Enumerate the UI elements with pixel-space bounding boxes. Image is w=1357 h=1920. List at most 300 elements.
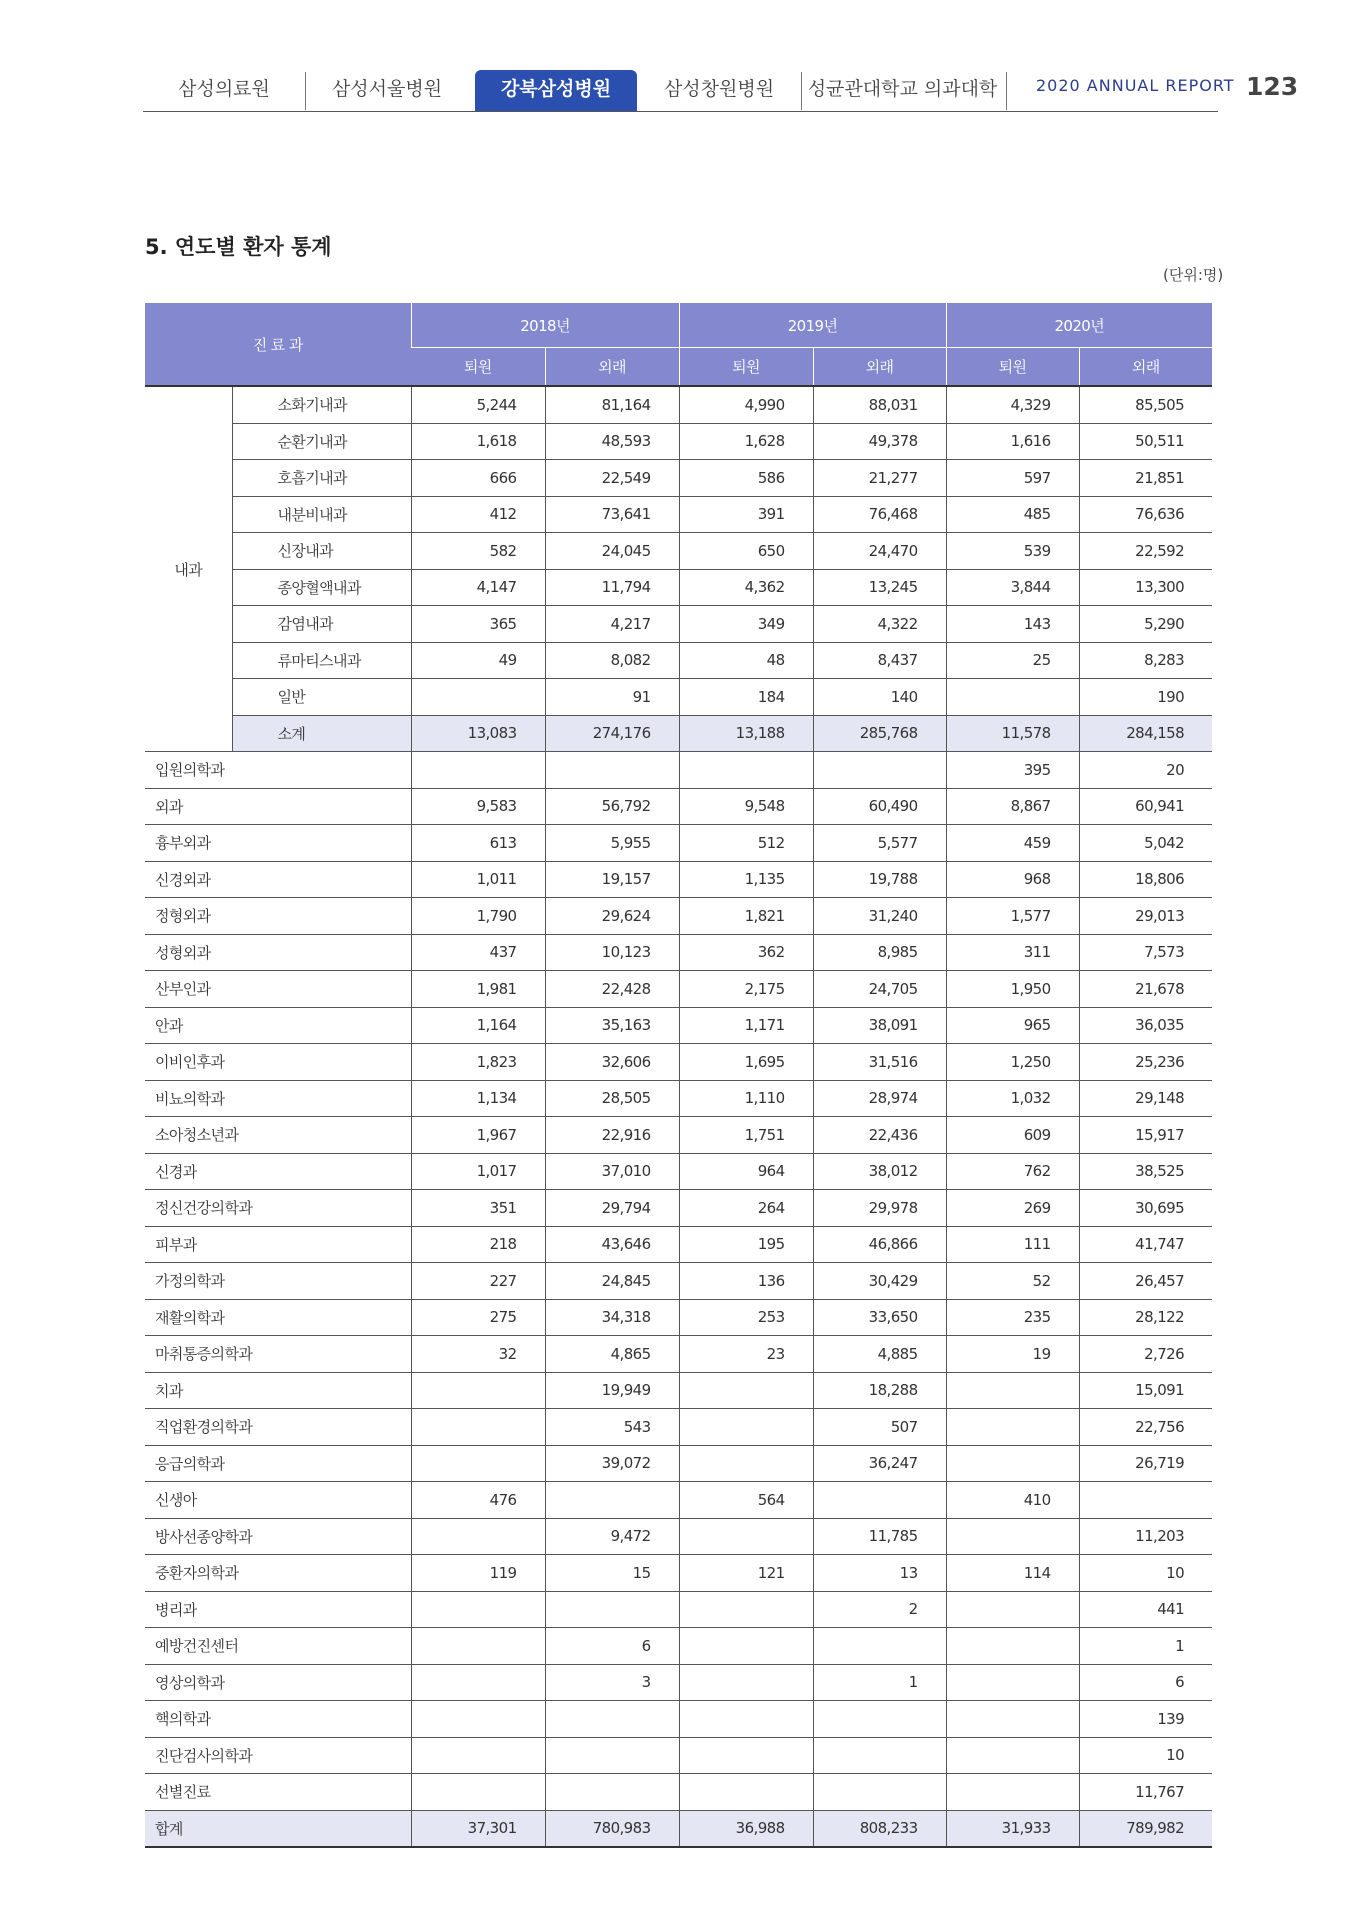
discharge-value: 8,867 — [946, 788, 1079, 825]
table-row — [145, 1591, 1212, 1628]
discharge-value — [946, 1701, 1079, 1738]
table-row — [145, 1226, 1212, 1263]
outpatient-value: 22,916 — [545, 1117, 679, 1154]
discharge-value: 119 — [411, 1555, 545, 1592]
discharge-value: 9,548 — [679, 788, 813, 825]
department-name: 방사선종양학과 — [145, 1518, 411, 1555]
discharge-value: 1,950 — [946, 971, 1079, 1008]
section-title: 5. 연도별 환자 통계 — [145, 235, 332, 259]
outpatient-value: 36,035 — [1079, 1007, 1212, 1044]
outpatient-value: 274,176 — [545, 715, 679, 752]
outpatient-value: 37,010 — [545, 1153, 679, 1190]
discharge-value: 31,933 — [946, 1810, 1079, 1847]
discharge-value: 1,017 — [411, 1153, 545, 1190]
discharge-value: 49 — [411, 642, 545, 679]
outpatient-value: 10 — [1079, 1737, 1212, 1774]
discharge-value — [946, 1518, 1079, 1555]
discharge-value: 3,844 — [946, 569, 1079, 606]
outpatient-value: 91 — [545, 679, 679, 716]
outpatient-value: 76,636 — [1079, 496, 1212, 533]
outpatient-value: 140 — [813, 679, 946, 716]
discharge-value: 410 — [946, 1482, 1079, 1519]
discharge-value: 48 — [679, 642, 813, 679]
discharge-value — [679, 1372, 813, 1409]
outpatient-value — [813, 1774, 946, 1811]
unit-label: (단위:명) — [1163, 266, 1224, 284]
outpatient-value: 6 — [1079, 1664, 1212, 1701]
dept-header: 진 료 과 — [145, 303, 411, 386]
discharge-value: 1,250 — [946, 1044, 1079, 1081]
discharge-value: 1,577 — [946, 898, 1079, 935]
outpatient-value: 22,436 — [813, 1117, 946, 1154]
outpatient-value: 22,592 — [1079, 533, 1212, 570]
outpatient-value — [545, 752, 679, 789]
discharge-value — [946, 1409, 1079, 1446]
discharge-value: 362 — [679, 934, 813, 971]
department-name: 입원의학과 — [145, 752, 411, 789]
outpatient-value: 19,157 — [545, 861, 679, 898]
outpatient-value: 10,123 — [545, 934, 679, 971]
department-name: 가정의학과 — [145, 1263, 411, 1300]
outpatient-value: 139 — [1079, 1701, 1212, 1738]
table-row — [145, 1044, 1212, 1081]
discharge-value — [679, 1445, 813, 1482]
outpatient-value: 38,525 — [1079, 1153, 1212, 1190]
outpatient-value: 41,747 — [1079, 1226, 1212, 1263]
discharge-value — [411, 1591, 545, 1628]
table-row — [145, 1664, 1212, 1701]
discharge-value: 1,616 — [946, 423, 1079, 460]
department-name: 핵의학과 — [145, 1701, 411, 1738]
discharge-header: 퇴원 — [946, 348, 1079, 387]
discharge-value: 1,135 — [679, 861, 813, 898]
department-name: 직업환경의학과 — [145, 1409, 411, 1446]
discharge-value: 11,578 — [946, 715, 1079, 752]
department-name: 재활의학과 — [145, 1299, 411, 1336]
department-name: 예방건진센터 — [145, 1628, 411, 1665]
department-name: 순환기내과 — [232, 423, 411, 460]
discharge-value: 1,171 — [679, 1007, 813, 1044]
discharge-value — [679, 1591, 813, 1628]
nav-tab-samsung-changwon-hospital[interactable]: 삼성창원병원 — [663, 78, 775, 100]
outpatient-value: 28,974 — [813, 1080, 946, 1117]
outpatient-value: 10 — [1079, 1555, 1212, 1592]
discharge-value: 968 — [946, 861, 1079, 898]
discharge-value: 114 — [946, 1555, 1079, 1592]
department-name: 외과 — [145, 788, 411, 825]
outpatient-value: 284,158 — [1079, 715, 1212, 752]
outpatient-value: 34,318 — [545, 1299, 679, 1336]
outpatient-value: 85,505 — [1079, 386, 1212, 423]
outpatient-value: 8,283 — [1079, 642, 1212, 679]
table-row — [145, 1372, 1212, 1409]
table-row — [145, 825, 1212, 862]
department-name: 영상의학과 — [145, 1664, 411, 1701]
discharge-value: 143 — [946, 606, 1079, 643]
department-name: 신생아 — [145, 1482, 411, 1519]
outpatient-value: 24,705 — [813, 971, 946, 1008]
group-label-internal-medicine: 내과 — [145, 386, 232, 752]
discharge-value — [679, 1737, 813, 1774]
outpatient-value — [545, 1737, 679, 1774]
discharge-header: 퇴원 — [679, 348, 813, 387]
nav-tab-kangbuk-samsung-hospital[interactable]: 강북삼성병원 — [475, 70, 637, 111]
discharge-value: 459 — [946, 825, 1079, 862]
table-row — [145, 1117, 1212, 1154]
discharge-value: 264 — [679, 1190, 813, 1227]
department-name: 응급의학과 — [145, 1445, 411, 1482]
outpatient-value: 285,768 — [813, 715, 946, 752]
discharge-value — [946, 1774, 1079, 1811]
outpatient-value: 8,985 — [813, 934, 946, 971]
outpatient-value: 26,719 — [1079, 1445, 1212, 1482]
outpatient-value: 30,695 — [1079, 1190, 1212, 1227]
outpatient-value: 36,247 — [813, 1445, 946, 1482]
year-header: 2018년 — [411, 303, 679, 348]
discharge-value: 1,751 — [679, 1117, 813, 1154]
outpatient-value: 8,437 — [813, 642, 946, 679]
outpatient-value: 50,511 — [1079, 423, 1212, 460]
outpatient-value: 33,650 — [813, 1299, 946, 1336]
outpatient-value: 8,082 — [545, 642, 679, 679]
outpatient-value — [813, 1701, 946, 1738]
discharge-value: 5,244 — [411, 386, 545, 423]
outpatient-value: 13,245 — [813, 569, 946, 606]
department-name: 내분비내과 — [232, 496, 411, 533]
discharge-value: 4,329 — [946, 386, 1079, 423]
discharge-value — [411, 1664, 545, 1701]
department-name: 합계 — [145, 1810, 411, 1847]
discharge-value: 666 — [411, 460, 545, 497]
discharge-value — [679, 1664, 813, 1701]
page-number: 123 — [1246, 72, 1299, 101]
nav-tab-samsung-medical-center[interactable]: 삼성의료원 — [178, 78, 270, 100]
department-name: 병리과 — [145, 1591, 411, 1628]
outpatient-value: 5,955 — [545, 825, 679, 862]
department-name: 일반 — [232, 679, 411, 716]
department-name: 이비인후과 — [145, 1044, 411, 1081]
outpatient-value: 73,641 — [545, 496, 679, 533]
outpatient-value: 1 — [813, 1664, 946, 1701]
discharge-value — [679, 1409, 813, 1446]
nav-divider — [801, 72, 802, 110]
outpatient-value: 507 — [813, 1409, 946, 1446]
outpatient-value: 46,866 — [813, 1226, 946, 1263]
discharge-value: 1,790 — [411, 898, 545, 935]
outpatient-value: 15,091 — [1079, 1372, 1212, 1409]
outpatient-value: 4,217 — [545, 606, 679, 643]
discharge-value: 365 — [411, 606, 545, 643]
discharge-value: 13,188 — [679, 715, 813, 752]
outpatient-value: 190 — [1079, 679, 1212, 716]
department-name: 안과 — [145, 1007, 411, 1044]
table-row — [145, 971, 1212, 1008]
department-name: 소계 — [232, 715, 411, 752]
discharge-value — [411, 1628, 545, 1665]
outpatient-value — [545, 1482, 679, 1519]
discharge-header: 퇴원 — [411, 348, 545, 387]
nav-tab-skku-medicine[interactable]: 성균관대학교 의과대학 — [807, 78, 998, 100]
discharge-value: 391 — [679, 496, 813, 533]
discharge-value — [679, 1518, 813, 1555]
subtotal-row — [145, 715, 1212, 752]
table-row — [145, 788, 1212, 825]
outpatient-value: 15 — [545, 1555, 679, 1592]
discharge-value — [411, 1518, 545, 1555]
table-row — [145, 1336, 1212, 1373]
discharge-value: 23 — [679, 1336, 813, 1373]
outpatient-value: 11,767 — [1079, 1774, 1212, 1811]
outpatient-value: 6 — [545, 1628, 679, 1665]
table-row — [145, 642, 1212, 679]
discharge-value: 1,628 — [679, 423, 813, 460]
table-row — [145, 1701, 1212, 1738]
outpatient-value — [1079, 1482, 1212, 1519]
department-name: 진단검사의학과 — [145, 1737, 411, 1774]
outpatient-value: 49,378 — [813, 423, 946, 460]
table-row — [145, 423, 1212, 460]
discharge-value: 275 — [411, 1299, 545, 1336]
discharge-value — [946, 1737, 1079, 1774]
outpatient-value: 24,845 — [545, 1263, 679, 1300]
outpatient-value: 5,290 — [1079, 606, 1212, 643]
discharge-value — [411, 1701, 545, 1738]
outpatient-value: 29,794 — [545, 1190, 679, 1227]
outpatient-value: 789,982 — [1079, 1810, 1212, 1847]
table-row — [145, 898, 1212, 935]
discharge-value: 1,164 — [411, 1007, 545, 1044]
department-name: 신경외과 — [145, 861, 411, 898]
table-row — [145, 1263, 1212, 1300]
outpatient-value: 11,785 — [813, 1518, 946, 1555]
outpatient-value: 60,941 — [1079, 788, 1212, 825]
outpatient-value: 56,792 — [545, 788, 679, 825]
outpatient-header: 외래 — [545, 348, 679, 387]
outpatient-value: 22,756 — [1079, 1409, 1212, 1446]
outpatient-value: 19,949 — [545, 1372, 679, 1409]
discharge-value: 32 — [411, 1336, 545, 1373]
department-name: 종양혈액내과 — [232, 569, 411, 606]
outpatient-value: 21,277 — [813, 460, 946, 497]
table-row — [145, 934, 1212, 971]
outpatient-value: 19,788 — [813, 861, 946, 898]
department-name: 선별진료 — [145, 1774, 411, 1811]
nav-tab-samsung-seoul-hospital[interactable]: 삼성서울병원 — [331, 78, 443, 100]
table-row — [145, 386, 1212, 423]
discharge-value: 476 — [411, 1482, 545, 1519]
outpatient-value: 48,593 — [545, 423, 679, 460]
outpatient-value: 11,794 — [545, 569, 679, 606]
discharge-value — [679, 1774, 813, 1811]
discharge-value: 762 — [946, 1153, 1079, 1190]
discharge-value: 1,618 — [411, 423, 545, 460]
discharge-value: 4,990 — [679, 386, 813, 423]
outpatient-value: 28,505 — [545, 1080, 679, 1117]
discharge-value: 2,175 — [679, 971, 813, 1008]
discharge-value: 121 — [679, 1555, 813, 1592]
discharge-value: 1,110 — [679, 1080, 813, 1117]
outpatient-value: 43,646 — [545, 1226, 679, 1263]
discharge-value: 412 — [411, 496, 545, 533]
outpatient-value: 18,806 — [1079, 861, 1212, 898]
outpatient-value: 20 — [1079, 752, 1212, 789]
outpatient-value — [545, 1774, 679, 1811]
outpatient-value: 780,983 — [545, 1810, 679, 1847]
discharge-value: 964 — [679, 1153, 813, 1190]
outpatient-value: 808,233 — [813, 1810, 946, 1847]
outpatient-value: 28,122 — [1079, 1299, 1212, 1336]
discharge-value: 351 — [411, 1190, 545, 1227]
discharge-value: 184 — [679, 679, 813, 716]
discharge-value: 437 — [411, 934, 545, 971]
table-row — [145, 1080, 1212, 1117]
department-name: 호흡기내과 — [232, 460, 411, 497]
discharge-value: 111 — [946, 1226, 1079, 1263]
outpatient-value — [813, 1482, 946, 1519]
discharge-value: 539 — [946, 533, 1079, 570]
outpatient-value: 32,606 — [545, 1044, 679, 1081]
table-row — [145, 1007, 1212, 1044]
total-row — [145, 1810, 1212, 1847]
discharge-value — [946, 1372, 1079, 1409]
outpatient-value: 22,549 — [545, 460, 679, 497]
discharge-value — [411, 752, 545, 789]
discharge-value: 613 — [411, 825, 545, 862]
year-header: 2020년 — [946, 303, 1212, 348]
table-row — [145, 1445, 1212, 1482]
discharge-value — [411, 1737, 545, 1774]
outpatient-value: 4,322 — [813, 606, 946, 643]
discharge-value: 1,032 — [946, 1080, 1079, 1117]
discharge-value: 582 — [411, 533, 545, 570]
discharge-value: 218 — [411, 1226, 545, 1263]
discharge-value: 609 — [946, 1117, 1079, 1154]
outpatient-value: 25,236 — [1079, 1044, 1212, 1081]
outpatient-value: 26,457 — [1079, 1263, 1212, 1300]
discharge-value: 269 — [946, 1190, 1079, 1227]
discharge-value: 564 — [679, 1482, 813, 1519]
outpatient-value: 13 — [813, 1555, 946, 1592]
discharge-value: 19 — [946, 1336, 1079, 1373]
outpatient-value: 4,865 — [545, 1336, 679, 1373]
outpatient-value: 24,045 — [545, 533, 679, 570]
discharge-value: 1,821 — [679, 898, 813, 935]
department-name: 중환자의학과 — [145, 1555, 411, 1592]
discharge-value: 36,988 — [679, 1810, 813, 1847]
discharge-value: 1,011 — [411, 861, 545, 898]
discharge-value — [946, 679, 1079, 716]
table-row — [145, 1628, 1212, 1665]
department-name: 성형외과 — [145, 934, 411, 971]
discharge-value: 253 — [679, 1299, 813, 1336]
table-row — [145, 679, 1212, 716]
department-name: 감염내과 — [232, 606, 411, 643]
table-row — [145, 1774, 1212, 1811]
discharge-value — [411, 1774, 545, 1811]
department-name: 소화기내과 — [232, 386, 411, 423]
table-row — [145, 1409, 1212, 1446]
outpatient-value: 18,288 — [813, 1372, 946, 1409]
table-row — [145, 460, 1212, 497]
outpatient-value: 31,516 — [813, 1044, 946, 1081]
report-title: 2020 ANNUAL REPORT — [1036, 76, 1235, 95]
outpatient-value — [813, 1628, 946, 1665]
discharge-value: 597 — [946, 460, 1079, 497]
discharge-value: 1,134 — [411, 1080, 545, 1117]
discharge-value: 311 — [946, 934, 1079, 971]
table-row — [145, 569, 1212, 606]
table-row — [145, 606, 1212, 643]
discharge-value — [679, 752, 813, 789]
outpatient-value: 21,851 — [1079, 460, 1212, 497]
discharge-value: 1,981 — [411, 971, 545, 1008]
discharge-value — [411, 679, 545, 716]
department-name: 비뇨의학과 — [145, 1080, 411, 1117]
discharge-value: 227 — [411, 1263, 545, 1300]
discharge-value: 195 — [679, 1226, 813, 1263]
discharge-value — [411, 1445, 545, 1482]
discharge-value: 37,301 — [411, 1810, 545, 1847]
discharge-value: 235 — [946, 1299, 1079, 1336]
outpatient-value: 2 — [813, 1591, 946, 1628]
outpatient-value: 13,300 — [1079, 569, 1212, 606]
department-name: 류마티스내과 — [232, 642, 411, 679]
department-name: 신경과 — [145, 1153, 411, 1190]
discharge-value: 586 — [679, 460, 813, 497]
outpatient-value: 38,091 — [813, 1007, 946, 1044]
year-header: 2019년 — [679, 303, 946, 348]
discharge-value: 349 — [679, 606, 813, 643]
patient-statistics-table — [145, 303, 1212, 1848]
discharge-value: 395 — [946, 752, 1079, 789]
discharge-value: 4,362 — [679, 569, 813, 606]
table-row — [145, 1555, 1212, 1592]
department-name: 산부인과 — [145, 971, 411, 1008]
discharge-value: 9,583 — [411, 788, 545, 825]
outpatient-value: 29,148 — [1079, 1080, 1212, 1117]
table-row — [145, 1518, 1212, 1555]
outpatient-value: 24,470 — [813, 533, 946, 570]
outpatient-value: 31,240 — [813, 898, 946, 935]
table-row — [145, 1153, 1212, 1190]
discharge-value: 4,147 — [411, 569, 545, 606]
discharge-value: 965 — [946, 1007, 1079, 1044]
outpatient-value: 543 — [545, 1409, 679, 1446]
department-name: 흉부외과 — [145, 825, 411, 862]
outpatient-value: 39,072 — [545, 1445, 679, 1482]
outpatient-value: 21,678 — [1079, 971, 1212, 1008]
outpatient-value: 5,042 — [1079, 825, 1212, 862]
discharge-value — [679, 1628, 813, 1665]
department-name: 소아청소년과 — [145, 1117, 411, 1154]
outpatient-header: 외래 — [813, 348, 946, 387]
discharge-value — [946, 1664, 1079, 1701]
outpatient-value: 30,429 — [813, 1263, 946, 1300]
outpatient-value: 38,012 — [813, 1153, 946, 1190]
outpatient-value: 88,031 — [813, 386, 946, 423]
discharge-value: 136 — [679, 1263, 813, 1300]
outpatient-value: 4,885 — [813, 1336, 946, 1373]
outpatient-value: 81,164 — [545, 386, 679, 423]
discharge-value — [411, 1372, 545, 1409]
discharge-value: 1,967 — [411, 1117, 545, 1154]
department-name: 정형외과 — [145, 898, 411, 935]
outpatient-value: 60,490 — [813, 788, 946, 825]
outpatient-value — [545, 1701, 679, 1738]
outpatient-header: 외래 — [1079, 348, 1212, 387]
outpatient-value: 76,468 — [813, 496, 946, 533]
department-name: 피부과 — [145, 1226, 411, 1263]
